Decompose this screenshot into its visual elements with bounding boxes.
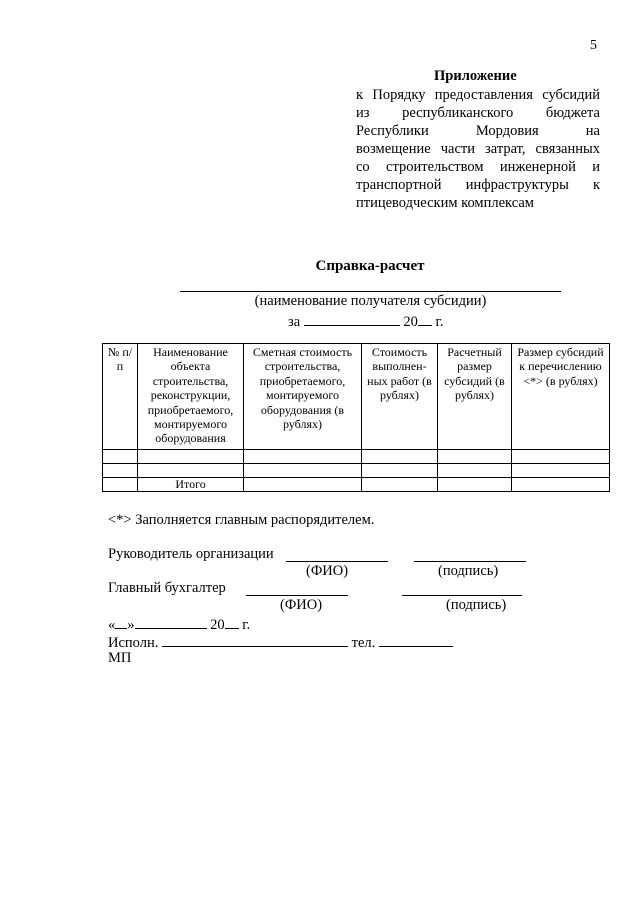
- executor-label: Исполн.: [108, 635, 159, 651]
- day-blank: [115, 614, 127, 629]
- appendix-line: возмещение части затрат, связанных: [356, 141, 600, 157]
- table-cell: [244, 450, 362, 464]
- table-cell: [103, 464, 138, 478]
- table-cell: [512, 464, 610, 478]
- table-cell: [244, 478, 362, 492]
- date-suffix: г.: [242, 617, 251, 633]
- appendix-line: Республики Мордовия на: [356, 123, 600, 139]
- table-cell: [362, 450, 438, 464]
- column-header: Расчетный размер субсидий (в рублях): [438, 344, 512, 450]
- column-header: Сметная стоимость строительства, приобретаемого, монтируемого оборудования (в рублях): [244, 344, 362, 450]
- appendix-line: к Порядку предоставления субсидий: [356, 87, 600, 103]
- column-header: Стоимость выполнен-ных работ (в рублях): [362, 344, 438, 450]
- head-fio-line: [286, 561, 388, 562]
- table-cell: [438, 450, 512, 464]
- appendix-title: Приложение: [434, 68, 517, 84]
- appendix-line: из республиканского бюджета: [356, 105, 600, 121]
- period-blank: [304, 311, 400, 326]
- phone-blank: [379, 632, 453, 647]
- table-cell: [438, 478, 512, 492]
- date-line: [108, 614, 250, 634]
- phone-label: тел.: [351, 635, 376, 651]
- page-number: 5: [590, 38, 597, 53]
- total-label: Итого: [138, 478, 244, 492]
- accountant-fio-caption: (ФИО): [280, 597, 323, 613]
- accountant-label: Главный бухгалтер: [108, 580, 226, 596]
- stamp-label: МП: [108, 650, 132, 666]
- period-year: 20: [403, 314, 418, 330]
- table-cell: [244, 464, 362, 478]
- head-label: Руководитель организации: [108, 546, 274, 562]
- recipient-line: [180, 291, 561, 292]
- column-header: № п/п: [103, 344, 138, 450]
- table-cell: [103, 478, 138, 492]
- column-header: Наименование объекта строительства, реконструкции, приобретаемого, монтируемого оборудования: [138, 344, 244, 450]
- month-blank: [135, 614, 207, 629]
- table-cell: [138, 464, 244, 478]
- table-cell: [362, 478, 438, 492]
- period-prefix: за: [288, 314, 301, 330]
- executor-line: [108, 632, 453, 652]
- date-close-quote: »: [127, 617, 135, 633]
- table-header-row: [103, 344, 610, 450]
- table-cell: [103, 450, 138, 464]
- year-blank: [418, 311, 432, 326]
- table-row: [103, 450, 610, 464]
- recipient-label: (наименование получателя субсидии): [254, 293, 487, 309]
- appendix-line: со строительством инженерной и: [356, 159, 600, 175]
- head-fio-caption: (ФИО): [306, 563, 349, 579]
- table-cell: [438, 464, 512, 478]
- head-signature-line: [414, 561, 526, 562]
- date-open-quote: «: [108, 617, 116, 633]
- table-row: [103, 464, 610, 478]
- footnote: <*> Заполняется главным распорядителем.: [108, 512, 375, 528]
- accountant-signature-line: [402, 595, 522, 596]
- accountant-signature-caption: (подпись): [446, 597, 507, 613]
- period-line: [288, 311, 443, 331]
- date-year-blank: [225, 614, 239, 629]
- head-signature-caption: (подпись): [438, 563, 499, 579]
- accountant-fio-line: [246, 595, 348, 596]
- table-total-row: [103, 478, 610, 492]
- executor-blank: [162, 632, 348, 647]
- appendix-line: транспортной инфраструктуры к: [356, 177, 600, 193]
- table-cell: [362, 464, 438, 478]
- calculation-table: [102, 343, 610, 492]
- period-suffix: г.: [435, 314, 444, 330]
- appendix-line: птицеводческим комплексам: [356, 195, 534, 211]
- table-cell: [512, 478, 610, 492]
- document-title: Справка-расчет: [315, 258, 425, 274]
- table-cell: [138, 450, 244, 464]
- column-header: Размер субсидий к перечислению <*> (в рублях): [512, 344, 610, 450]
- date-year: 20: [210, 617, 225, 633]
- table-cell: [512, 450, 610, 464]
